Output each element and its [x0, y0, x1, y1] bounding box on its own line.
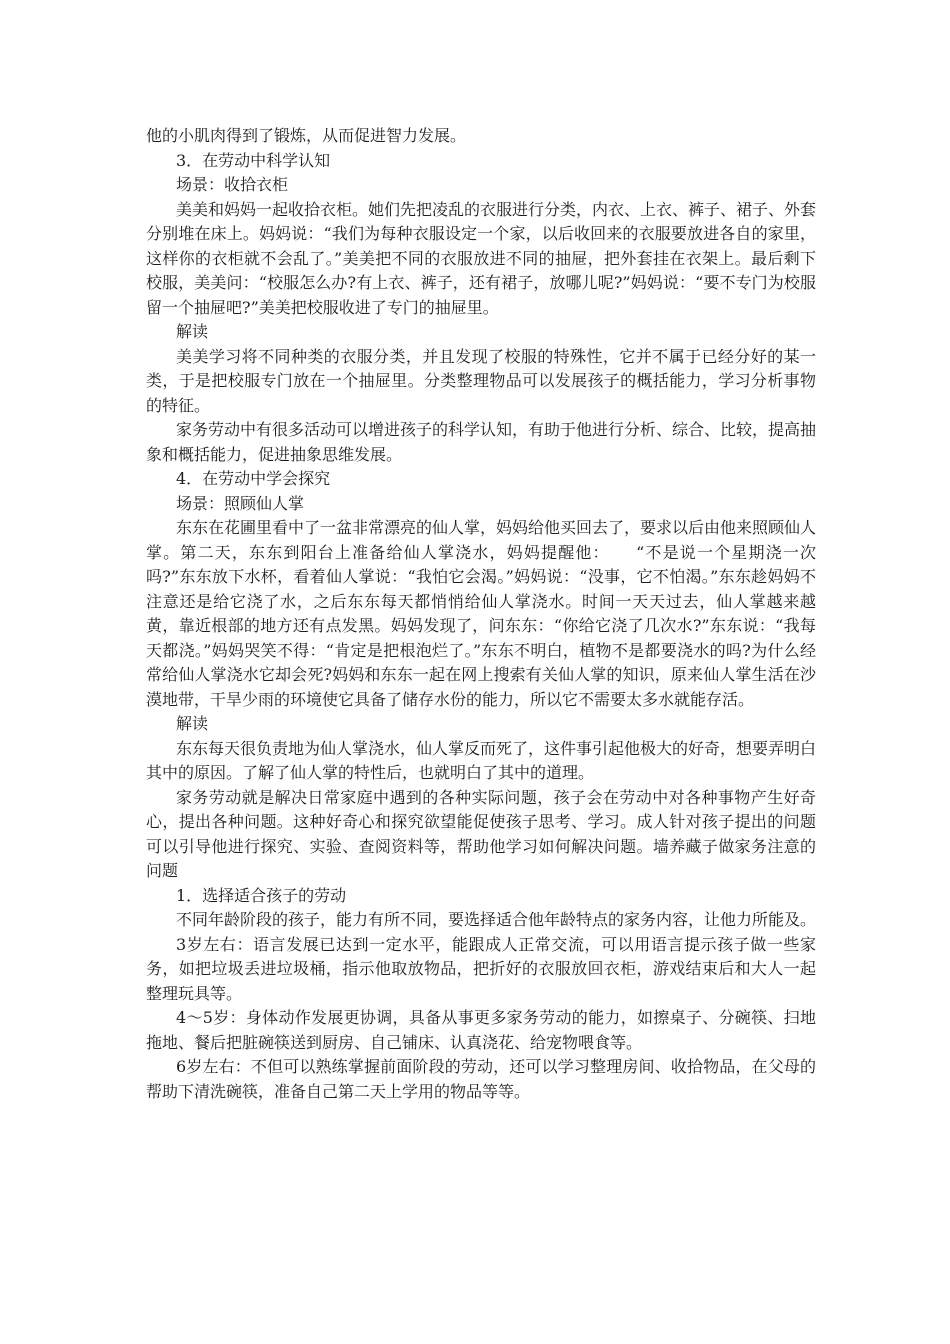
- scene-label-cactus: 场景：照顾仙人掌: [176, 493, 305, 513]
- paragraph-age-6: 6岁左右：不但可以熟练掌握前面阶段的劳动，还可以学习整理房间、收拾物品，在父母的帮助下清洗碗筷，准备自己第二天上学用的物品等等。: [146, 1057, 816, 1101]
- paragraph-age-appropriate: 不同年龄阶段的孩子，能力有所不同，要选择适合他年龄特点的家务内容，让他力所能及。: [176, 910, 817, 929]
- paragraph-age-4-5: 4～5岁：身体动作发展更协调，具备从事更多家务劳动的能力，如擦桌子、分碗筷、扫地拖地、餐后把脏碗筷送到厨房、自己铺床、认真浇花、给宠物喂食等。: [146, 1008, 816, 1052]
- paragraph-cactus-story: 东东在花圃里看中了一盆非常漂亮的仙人掌，妈妈给他买回去了，要求以后由他来照顾仙人掌。第二天，东东到阳台上准备给仙人掌浇水，妈妈提醒他： “不是说一个星期浇一次吗?”东东放下水杯，看着仙人掌说：“我怕它会渴。”妈妈说：“没事，它不怕渴。”东东趁妈妈不注意还是给它浇了水，之后东东每天都悄悄给仙人掌浇水。时间一天天过去，仙人掌越来越黄，靠近根部的地方还有点发黑。妈妈发现了，问东东：“你给它浇了几次水?”东东说：“我每天都浇。”妈妈哭笑不得：“肯定是把根泡烂了。”东东不明白，植物不是都要浇水的吗?为什么经常给仙人掌浇水它却会死?妈妈和东东一起在网上搜索有关仙人掌的知识，原来仙人掌生活在沙漠地带，干旱少雨的环境使它具备了储存水份的能力，所以它不需要太多水就能存活。: [146, 518, 817, 709]
- paragraph-cactus-interpretation: 东东每天很负责地为仙人掌浇水，仙人掌反而死了，这件事引起他极大的好奇，想要弄明白其中的原因。了解了仙人掌的特性后，也就明白了其中的道理。: [146, 738, 817, 782]
- section-heading-4: 4．在劳动中学会探究: [176, 469, 331, 488]
- paragraph-wardrobe-interpretation: 美美学习将不同种类的衣服分类，并且发现了校服的特殊性，它并不属于已经分好的某一类，于是把校服专门放在一个抽屉里。分类整理物品可以发展孩子的概括能力，学习分析事物的特征。: [146, 346, 816, 415]
- paragraph-1: 他的小肌肉得到了锻炼，从而促进智力发展。: [146, 126, 467, 145]
- section-heading-3: 3．在劳动中科学认知: [176, 150, 331, 170]
- document-body: [146, 124, 816, 1104]
- paragraph-science-cognition: 家务劳动中有很多活动可以增进孩子的科学认知，有助于他进行分析、综合、比较，提高抽象和概括能力，促进抽象思维发展。: [146, 420, 817, 464]
- scene-label-wardrobe: 场景：收拾衣柜: [176, 175, 289, 194]
- paragraph-exploration: 家务劳动就是解决日常家庭中遇到的各种实际问题，孩子会在劳动中对各种事物产生好奇心，提出各种问题。这种好奇心和探究欲望能促使孩子思考、学习。成人针对孩子提出的问题可以引导他进行探究、实验、查阅资料等，帮助他学习如何解决问题。墙养藏子做家务注意的问题: [146, 787, 816, 880]
- section-heading-1: 1．选择适合孩子的劳动: [176, 885, 347, 905]
- interpretation-label: 解读: [176, 714, 209, 733]
- interpretation-label: 解读: [176, 322, 209, 341]
- paragraph-wardrobe-story: 美美和妈妈一起收拾衣柜。她们先把凌乱的衣服进行分类，内衣、上衣、裤子、裙子、外套分别堆在床上。妈妈说：“我们为每种衣服设定一个家，以后收回来的衣服要放进各自的家里，这样你的衣柜就不会乱了。”美美把不同的衣服放进不同的抽屉，把外套挂在衣架上。最后剩下校服，美美问：“校服怎么办?有上衣、裤子，还有裙子，放哪儿呢?”妈妈说：“要不专门为校服留一个抽屉吧?”美美把校服收进了专门的抽屉里。: [146, 199, 817, 317]
- paragraph-age-3: 3岁左右：语言发展已达到一定水平，能跟成人正常交流，可以用语言提示孩子做一些家务，如把垃圾丢进垃圾桶，指示他取放物品，把折好的衣服放回衣柜，游戏结束后和大人一起整理玩具等。: [146, 934, 816, 1003]
